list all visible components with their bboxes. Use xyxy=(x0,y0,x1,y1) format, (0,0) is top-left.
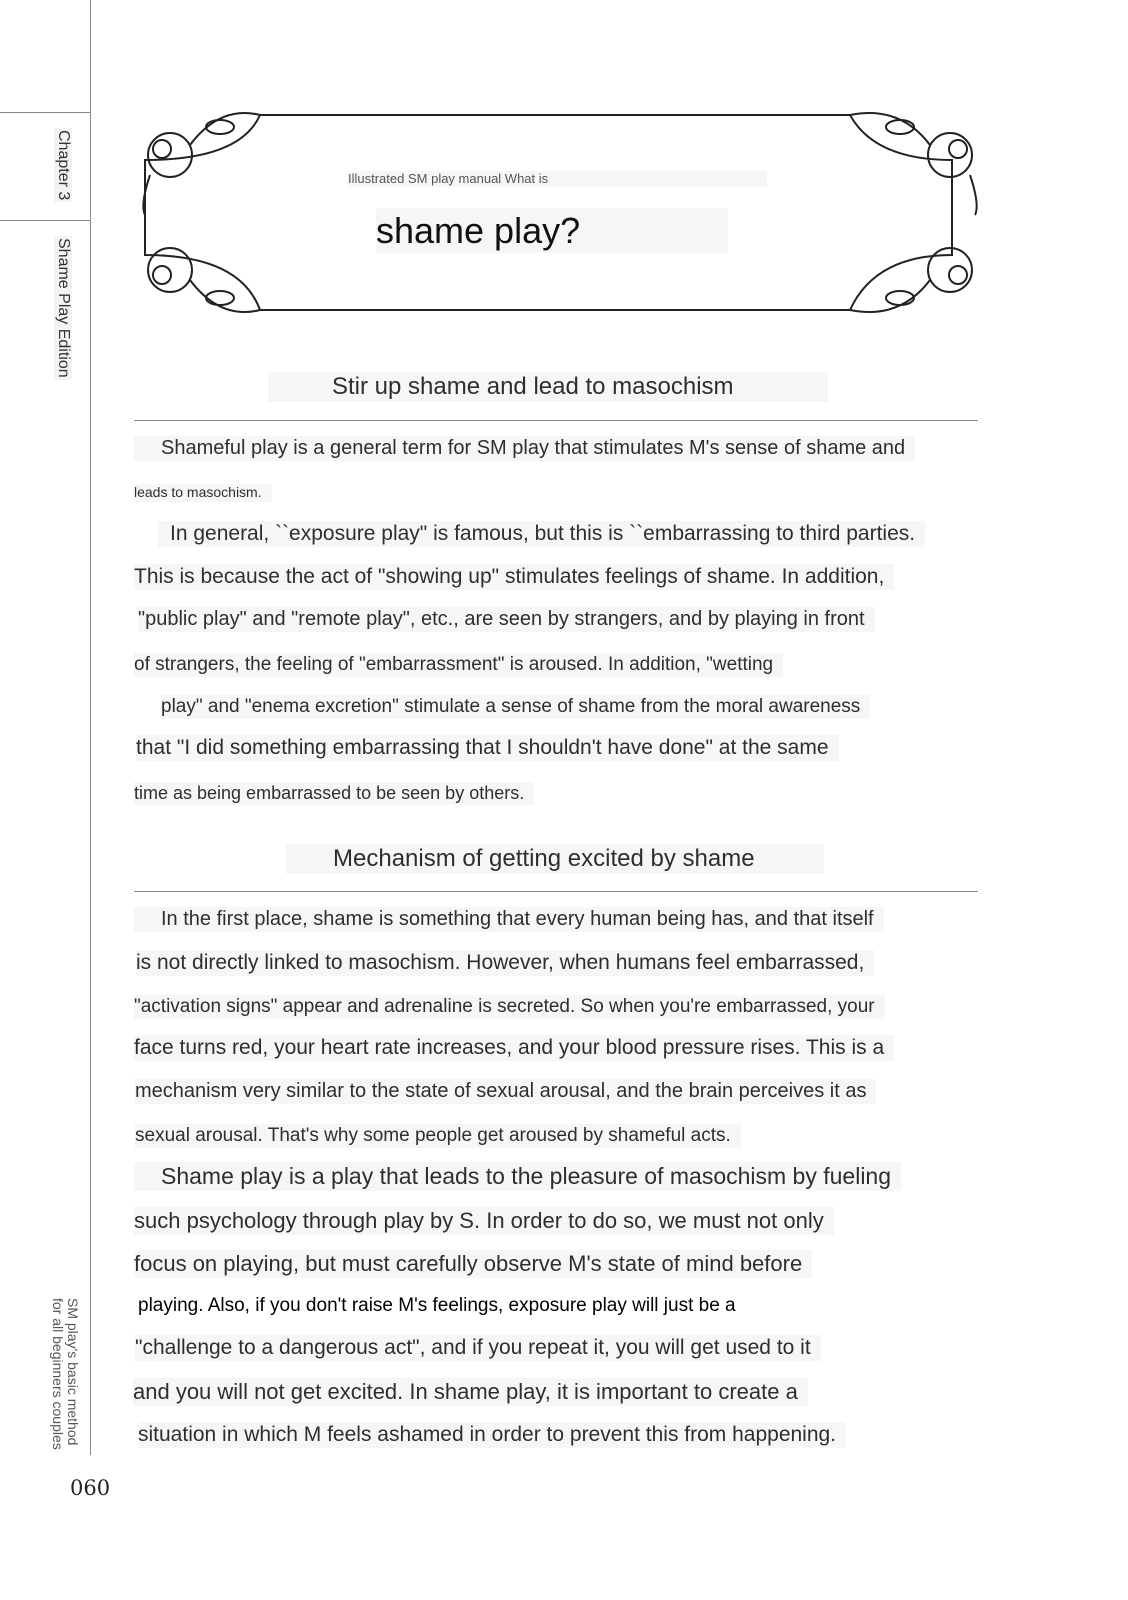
paragraph-line: playing. Also, if you don't raise M's feelings, exposure play will just be a xyxy=(138,1294,746,1318)
paragraph-line: "activation signs" appear and adrenaline is secreted. So when you're embarrassed, your xyxy=(134,995,885,1019)
paragraph-line: Shame play is a play that leads to the pleasure of masochism by fueling xyxy=(134,1162,901,1191)
heading-rule xyxy=(134,891,978,892)
paragraph-line: of strangers, the feeling of "embarrassment" is aroused. In addition, "wetting xyxy=(134,653,783,677)
section-heading: Mechanism of getting excited by shame xyxy=(286,844,824,874)
paragraph-line: time as being embarrassed to be seen by others. xyxy=(134,782,534,805)
paragraph-line: mechanism very similar to the state of sexual arousal, and the brain perceives it as xyxy=(135,1079,876,1104)
page-number: 060 xyxy=(70,1476,111,1500)
heading-rule xyxy=(134,420,978,421)
paragraph-line: is not directly linked to masochism. However, when humans feel embarrassed, xyxy=(136,950,874,976)
paragraph-line: leads to masochism. xyxy=(134,484,272,502)
title-kicker: Illustrated SM play manual What is xyxy=(348,171,767,187)
margin-divider xyxy=(90,0,91,1455)
corner-flourish-icon xyxy=(143,113,260,215)
paragraph-line: such psychology through play by S. In order to do so, we must not only xyxy=(134,1207,834,1235)
paragraph-line: and you will not get excited. In shame play, it is important to create a xyxy=(133,1378,808,1406)
paragraph-line: In general, ``exposure play" is famous, but this is ``embarrassing to third parties. xyxy=(158,521,925,547)
paragraph-line: that "I did something embarrassing that I shouldn't have done" at the same xyxy=(136,735,839,761)
chapter-tab: Chapter 3 xyxy=(55,130,72,201)
section-tab: Shame Play Edition xyxy=(55,238,72,378)
book-title xyxy=(50,1298,80,1450)
book-title-line1: SM play's basic method xyxy=(65,1298,81,1446)
paragraph-line: sexual arousal. That's why some people get aroused by shameful acts. xyxy=(135,1124,741,1148)
paragraph-line: play" and "enema excretion" stimulate a sense of shame from the moral awareness xyxy=(161,695,870,719)
page-title: shame play? xyxy=(376,208,728,253)
paragraph-line: In the first place, shame is something that every human being has, and that itself xyxy=(134,907,884,932)
section-heading: Stir up shame and lead to masochism xyxy=(268,372,828,402)
paragraph-line: focus on playing, but must carefully observe M's state of mind before xyxy=(134,1250,812,1278)
book-title-line2: for all beginners couples xyxy=(50,1298,66,1450)
paragraph-line: "challenge to a dangerous act", and if you repeat it, you will get used to it xyxy=(135,1335,821,1361)
tab-divider xyxy=(0,112,90,113)
paragraph-line: "public play" and "remote play", etc., are seen by strangers, and by playing in front xyxy=(138,607,875,632)
paragraph-line: Shameful play is a general term for SM play that stimulates M's sense of shame and xyxy=(134,436,915,461)
tab-divider xyxy=(0,220,90,221)
paragraph-line: situation in which M feels ashamed in order to prevent this from happening. xyxy=(138,1422,846,1448)
paragraph-line: face turns red, your heart rate increases, and your blood pressure rises. This is a xyxy=(134,1035,894,1061)
paragraph-line: This is because the act of "showing up" stimulates feelings of shame. In addition, xyxy=(134,564,894,590)
